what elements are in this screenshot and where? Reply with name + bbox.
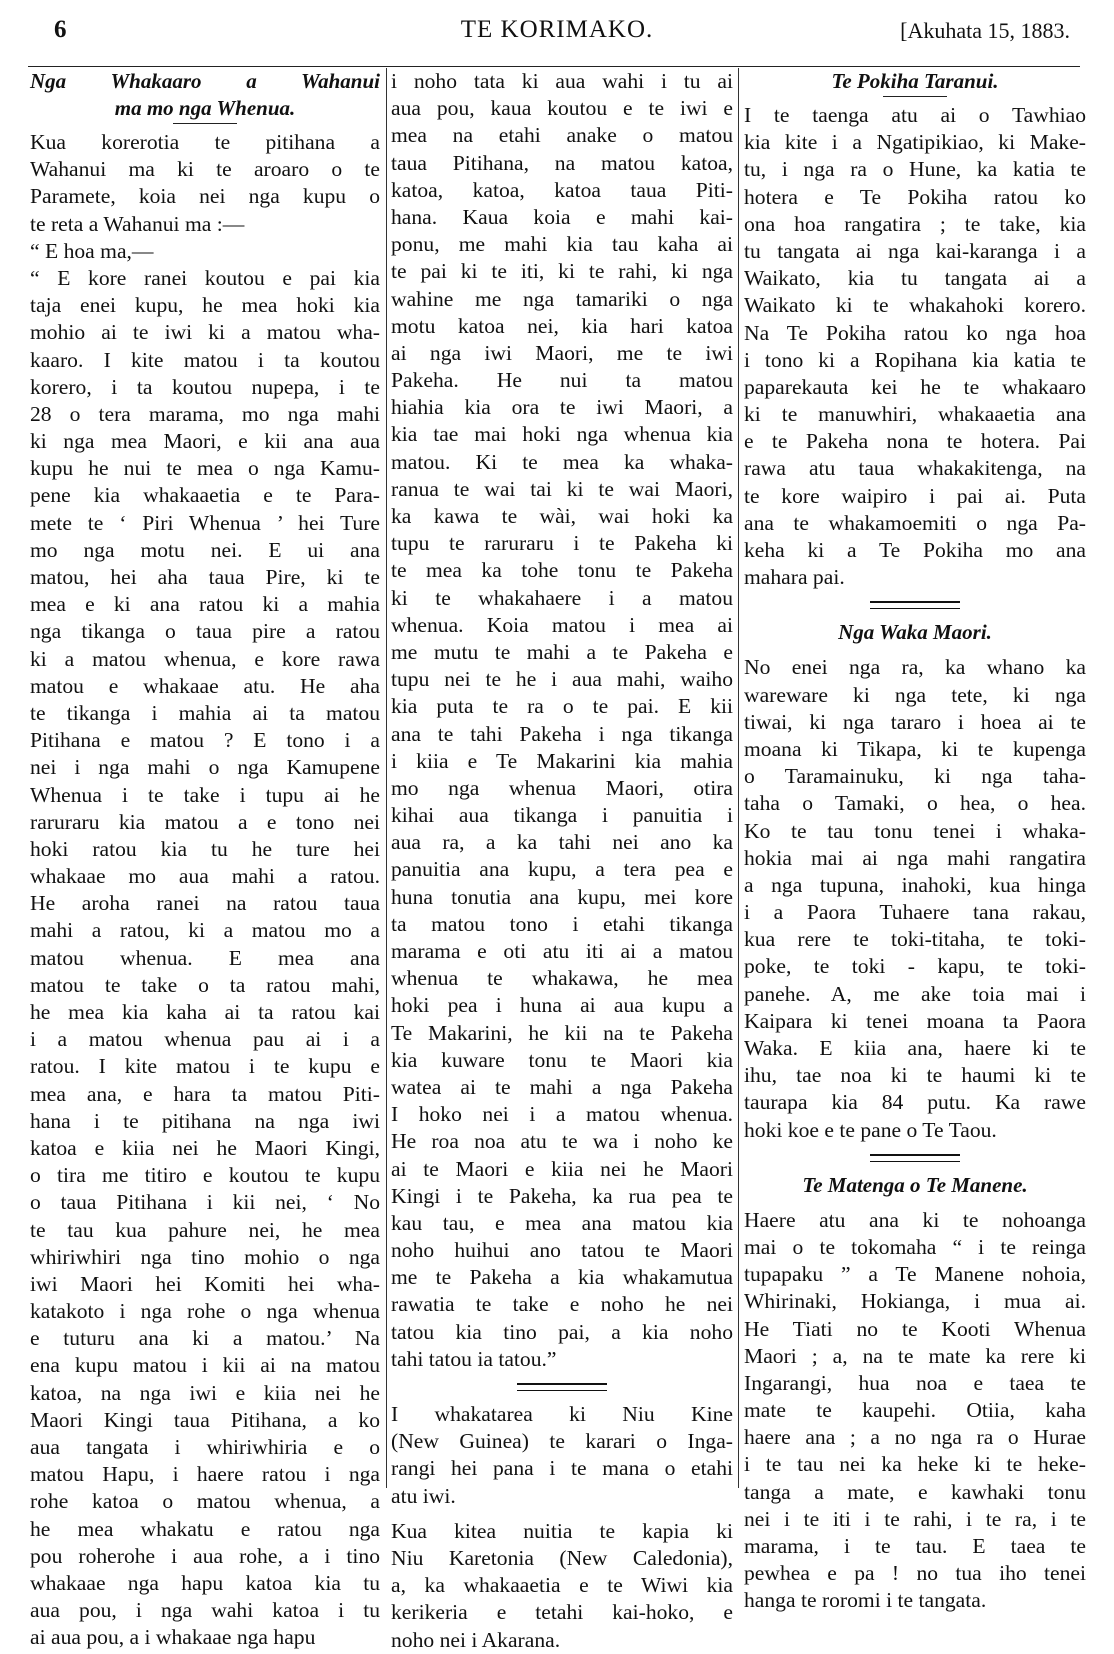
text-line: whiriwhiri nga tino mohio o nga (30, 1244, 380, 1269)
text-line: mea e ki ana ratou ki a mahia (30, 592, 380, 617)
text-line: hana i te pitihana na nga iwi (30, 1108, 380, 1133)
text-line: Kua kitea nuitia te kapia ki (391, 1518, 733, 1543)
text-line: tupapaku ” a Te Manene nohoia, (744, 1262, 1086, 1287)
column-divider (386, 68, 387, 1488)
text-line: aua ra, a ka tahi nei ano ka (391, 830, 733, 855)
text-line: iwi Maori hei Komiti hei wha- (30, 1271, 380, 1296)
text-line: Pitihana e matou ? E tono i a (30, 728, 380, 753)
text-line: katakoto i nga rohe o nga whenua (30, 1299, 380, 1324)
text-line: rohe katoa o matou whenua, a (30, 1489, 380, 1514)
text-line: Ingarangi, hua noa e taea te (744, 1370, 1086, 1395)
text-line: te tikanga i mahia ai ta matou (30, 700, 380, 725)
text-line: me mutu te mahi a te Pakeha e (391, 639, 733, 664)
text-line: taja enei kupu, he mea hoki kia (30, 293, 380, 318)
text-line: mohio ai te iwi ki a matou wha- (30, 320, 380, 345)
section-divider (517, 1383, 607, 1391)
text-line: ai aua pou, a i whakaae nga hapu (30, 1625, 316, 1650)
text-line: Na Te Pokiha ratou ko nga hoa (744, 320, 1086, 345)
text-line: tanga a mate, e kawhaki tonu (744, 1479, 1086, 1504)
text-line: ai te Maori e kiia nei he Maori (391, 1156, 733, 1181)
text-line: noho huihui ano tatou te Maori (391, 1238, 733, 1263)
text-line: Ko te tau tonu tenei i whaka- (744, 818, 1086, 843)
article-heading: Te Matenga o Te Manene. (802, 1172, 1028, 1197)
text-line: aua pou, kaua koutou e te iwi e (391, 96, 733, 121)
text-line: matou. Ki te mea ka whaka- (391, 449, 733, 474)
text-line: nei i te iti i te rahi, i te ra, i te (744, 1506, 1086, 1531)
text-line: wahine me nga tamariki o nga (391, 286, 733, 311)
text-line: panuitia ana kupu, a tera pea e (391, 857, 733, 882)
text-line: Maori Kingi taua Pitihana, a ko (30, 1407, 380, 1432)
paragraph-gap (744, 646, 1086, 654)
text-line: kia tae mai hoki nga whenua kia (391, 422, 733, 447)
text-line: ratou. I kite matou i te kupu e (30, 1054, 380, 1079)
text-line: kaaro. I kite matou i ta koutou (30, 347, 380, 372)
text-line: ka kawa te wài, wai hoki ka (391, 504, 733, 528)
text-line: te reta a Wahanui ma :— (30, 211, 245, 236)
text-line: a, ka whakaaetia e te Wiwi kia (391, 1573, 733, 1598)
text-line: ki nga mea Maori, e kii ana aua (30, 429, 380, 454)
text-line: ponu, me mahi kia tau kaha ai (391, 232, 733, 257)
text-line: Haere atu ana ki te nohoanga (744, 1207, 1086, 1232)
text-line: ranua te wai tai ki te wai Maori, (391, 476, 733, 501)
text-line: me te Pakeha a kia whakamutua (391, 1265, 733, 1290)
text-line: tupu te raruraru i te Pakeha ki (391, 531, 733, 556)
text-line: e te Pakeha nona te hotera. Pai (744, 429, 1086, 454)
article-heading: ma mo nga Whenua. (114, 96, 296, 120)
text-line: o tira me titiro e koutou te kupu (30, 1163, 380, 1188)
text-line: panehe. A, me ake toia mai i (744, 981, 1086, 1006)
text-line: Wahanui ma ki te aroaro o te (30, 157, 380, 182)
text-line: matou whenua. E mea ana (30, 945, 380, 970)
text-line: “ E kore ranei koutou e pai kia (30, 265, 380, 290)
text-line: mahara pai. (744, 565, 845, 590)
text-line: matou Hapu, i haere ratou i nga (30, 1462, 380, 1487)
text-line: whenua. Koia matou i mea ai (391, 612, 733, 637)
text-line: He Tiati no te Kooti Whenua (744, 1316, 1086, 1341)
text-line: mo nga motu nei. E ui ana (30, 537, 380, 562)
text-line: keha ki a Te Pokiha mo ana (744, 538, 1086, 562)
text-line: i noho tata ki aua wahi i tu ai (391, 69, 733, 93)
text-line: Te Makarini, he kii na te Pakeha (391, 1020, 733, 1045)
section-divider (870, 601, 960, 609)
text-line: i a matou whenua pau ai i a (30, 1027, 380, 1052)
text-line: pou roherohe i aua rohe, a i tino (30, 1543, 380, 1568)
text-line: o Taramainuku, ki nga taha- (744, 764, 1086, 789)
text-line: mahi a ratou, ki a matou mo a (30, 918, 380, 943)
text-line: mo nga whenua Maori, otira (391, 775, 733, 800)
text-line: matou te take o ta ratou mahi, (30, 972, 380, 997)
text-line: he mea whakatu e ratou nga (30, 1516, 380, 1541)
text-line: kia kuware tonu te Maori kia (391, 1047, 733, 1072)
text-line: Whenua i te take i tupu ai he (30, 782, 380, 807)
heading-rule (173, 123, 237, 124)
text-line: kihai aua tikanga i panuitia i (391, 803, 733, 828)
text-line: ihu, tae noa ki te haumi ki te (744, 1063, 1086, 1088)
text-line: Waka. E kiia ana, haere ki te (744, 1036, 1086, 1060)
text-line: te tau kua pahure nei, he mea (30, 1217, 380, 1242)
text-line: I whakatarea ki Niu Kine (391, 1402, 733, 1426)
text-line: ana te whakamoemiti o nga Pa- (744, 510, 1086, 535)
text-line: tu, i nga ra o Hune, ka katia te (744, 157, 1086, 182)
text-line: Maori ; a, na te mate ka rere ki (744, 1343, 1086, 1368)
text-line: ena kupu matou i kii ai na matou (30, 1353, 380, 1378)
text-line: te kore waipiro i pai ai. Puta (744, 483, 1086, 508)
text-line: Kaipara ki tenei moana ta Paora (744, 1008, 1086, 1033)
text-line: hoki ratou kia tu he ture hei (30, 836, 380, 861)
text-line: ki te manuwhiri, whakaaetia ana (744, 402, 1086, 427)
text-line: rawa atu taua whakakitenga, na (744, 456, 1086, 481)
text-line: ona hoa rangatira ; te take, kia (744, 211, 1086, 236)
text-line: wareware ki nga tete, ki nga (744, 682, 1086, 707)
text-line: kerikeria e tetahi kai-hoko, e (391, 1600, 733, 1625)
text-line: pewhea e pa ! no tua iho tenei (744, 1561, 1086, 1586)
issue-date: [Akuhata 15, 1883. (900, 18, 1070, 43)
text-line: katoa, na nga iwi e kiia nei he (30, 1380, 380, 1405)
text-line: aua pou, i nga wahi katoa i tu (30, 1598, 380, 1623)
text-line: mete te ‘ Piri Whenua ’ hei Ture (30, 510, 380, 535)
text-line: taua Pitihana, na matou katoa, (391, 150, 733, 175)
text-line: Pakeha. He nui ta matou (391, 368, 733, 393)
text-line: rangi hei pana i te mana o etahi (391, 1456, 733, 1481)
heading-rule (883, 96, 947, 97)
text-line: paparekauta kei he te whakaaro (744, 374, 1086, 399)
text-line: i te tau nei ka heke ki te heke- (744, 1452, 1086, 1477)
text-line: ki a matou whenua, e kore rawa (30, 646, 380, 671)
text-line: mea na etahi anake o matou (391, 123, 733, 148)
text-line: korero, i ta koutou nupepa, i te (30, 374, 380, 399)
text-line: moana ki Tikapa, ki te kupenga (744, 736, 1086, 761)
text-line: kupu he nui te mea o nga Kamu- (30, 456, 380, 481)
text-line: aua tangata i whiriwhiria e o (30, 1435, 380, 1459)
text-line: haere ana ; a no nga ra o Hurae (744, 1425, 1086, 1450)
article-heading: Nga Whakaaro a Wahanui (30, 69, 380, 93)
text-line: Niu Karetonia (New Caledonia), (391, 1545, 733, 1570)
text-line: katoa, katoa, katoa taua Piti- (391, 177, 733, 202)
text-line: hokia mai ai nga mahi rangatira (744, 845, 1086, 870)
text-line: ai nga iwi Maori, me te iwi (391, 340, 733, 365)
text-line: 28 o tera marama, mo nga mahi (30, 401, 380, 426)
text-line: hotera e Te Pokiha ratou ko (744, 184, 1086, 209)
text-line: whakaae mo aua mahi a ratou. (30, 864, 380, 889)
section-divider (870, 1154, 960, 1162)
paragraph-gap (744, 1199, 1086, 1207)
text-line: watea ai te mahi a nga Pakeha (391, 1074, 733, 1099)
text-line: katoa e kiia nei he Maori Kingi, (30, 1135, 380, 1160)
text-line: te mea ka tohe tonu te Pakeha (391, 558, 733, 583)
text-line: kia puta te ra o te pai. E kii (391, 694, 733, 719)
text-line: marama e oti atu iti ai a matou (391, 939, 733, 963)
text-line: kau tau, e mea ana matou kia (391, 1210, 733, 1235)
paragraph-gap (391, 1510, 733, 1518)
article-heading: Nga Waka Maori. (838, 620, 992, 645)
text-line: Paramete, koia nei nga kupu o (30, 184, 380, 209)
text-line: taha o Tamaki, o hea, o hea. (744, 791, 1086, 816)
text-line: I te taenga atu ai o Tawhiao (744, 103, 1086, 127)
column-1 (30, 68, 380, 1650)
text-line: hana. Kaua koia e mahi kai- (391, 204, 733, 229)
text-line: noho nei i Akarana. (391, 1627, 561, 1652)
header-rule (28, 66, 1080, 67)
text-line: hanga te roromi i te tangata. (744, 1588, 987, 1613)
text-line: whakaae nga hapu katoa kia tu (30, 1570, 380, 1595)
text-line: Kingi i te Pakeha, ka rua pea te (391, 1183, 733, 1208)
text-line: matou e whakaae atu. He aha (30, 673, 380, 698)
text-line: whenua te whakawa, he mea (391, 966, 733, 991)
page-number: 6 (54, 16, 67, 43)
article-heading: Te Pokiha Taranui. (831, 69, 999, 93)
text-line: tu tangata ai nga kai-karanga i a (744, 238, 1086, 263)
text-line: Waikato ki te whakahoki korero. (744, 293, 1086, 318)
text-line: tatou kia tino pai, a kia noho (391, 1319, 733, 1344)
text-line: mai o te tokomaha “ i te reinga (744, 1234, 1086, 1259)
text-line: kua rere te toki-titaha, te toki- (744, 927, 1086, 952)
text-line: o taua Pitihana i kii nei, ‘ No (30, 1190, 380, 1215)
text-line: No enei nga ra, ka whano ka (744, 655, 1086, 680)
text-line: “ E hoa ma,— (30, 238, 154, 263)
column-3 (744, 68, 1086, 1613)
text-line: raruraru kia matou a e tono nei (30, 809, 380, 834)
text-line: i kiia e Te Makarini kia mahia (391, 748, 733, 773)
text-line: ki te whakahaere i a matou (391, 585, 733, 610)
column-divider (738, 68, 739, 1488)
text-line: nga tikanga o taua pire a ratou (30, 619, 380, 644)
text-line: atu iwi. (391, 1483, 456, 1508)
text-line: Whirinaki, Hokianga, i mua ai. (744, 1289, 1086, 1314)
text-line: mate te kaupehi. Otiia, kaha (744, 1398, 1086, 1423)
text-line: i a Paora Tuhaere tana rakau, (744, 900, 1086, 925)
text-line: ta matou tono i etahi tikanga (391, 911, 733, 936)
text-line: I hoko nei i a matou whenua. (391, 1102, 733, 1127)
text-line: Waikato, kia tu tangata ai a (744, 266, 1086, 291)
text-line: hoki pea i huna ai aua kupu a (391, 993, 733, 1018)
text-line: (New Guinea) te karari o Inga- (391, 1429, 733, 1454)
text-line: taurapa kia 84 putu. Ka rawe (744, 1090, 1086, 1115)
text-line: tupu nei te he i aua mahi, waiho (391, 667, 733, 692)
text-line: tahi tatou ia tatou.” (391, 1346, 557, 1371)
text-line: Kua korerotia te pitihana a (30, 130, 380, 154)
masthead (0, 16, 1114, 56)
column-2 (391, 68, 733, 1652)
text-line: He roa noa atu te wa i noho ke (391, 1129, 733, 1154)
text-line: huna tonutia ana kupu, mei kore (391, 884, 733, 909)
newspaper-title: TE KORIMAKO. (460, 16, 654, 43)
text-line: e tuturu ana ki a matou.’ Na (30, 1326, 380, 1351)
text-line: hoki koe e te pane o Te Taou. (744, 1117, 997, 1142)
text-line: tiwai, ki nga tararo i hoea ai te (744, 709, 1086, 734)
text-line: matou, hei aha taua Pire, ki te (30, 565, 380, 589)
text-line: poke, te toki - kapu, te toki- (744, 954, 1086, 979)
text-line: a nga tupuna, inahoki, kua hinga (744, 872, 1086, 897)
text-line: marama, i te tau. E taea te (744, 1534, 1086, 1558)
text-line: He aroha ranei na ratou taua (30, 891, 380, 916)
text-line: pene kia whakaaetia e te Para- (30, 483, 380, 508)
text-line: kia kite i a Ngatipikiao, ki Make- (744, 130, 1086, 155)
text-line: te pai ki te iti, ki te rahi, ki nga (391, 259, 733, 284)
text-line: rawatia te take e noho he nei (391, 1292, 733, 1317)
text-line: hiahia kia ora te iwi Maori, a (391, 395, 733, 420)
text-line: ana te tahi Pakeha i nga tikanga (391, 721, 733, 746)
text-line: he mea kia kaha ai ta ratou kai (30, 1000, 380, 1024)
text-line: nei i nga mahi o nga Kamupene (30, 755, 380, 780)
text-line: i tono ki a Ropihana kia katia te (744, 347, 1086, 372)
text-line: mea ana, e hara ta matou Piti- (30, 1081, 380, 1106)
text-line: motu katoa nei, kia hari katoa (391, 313, 733, 338)
